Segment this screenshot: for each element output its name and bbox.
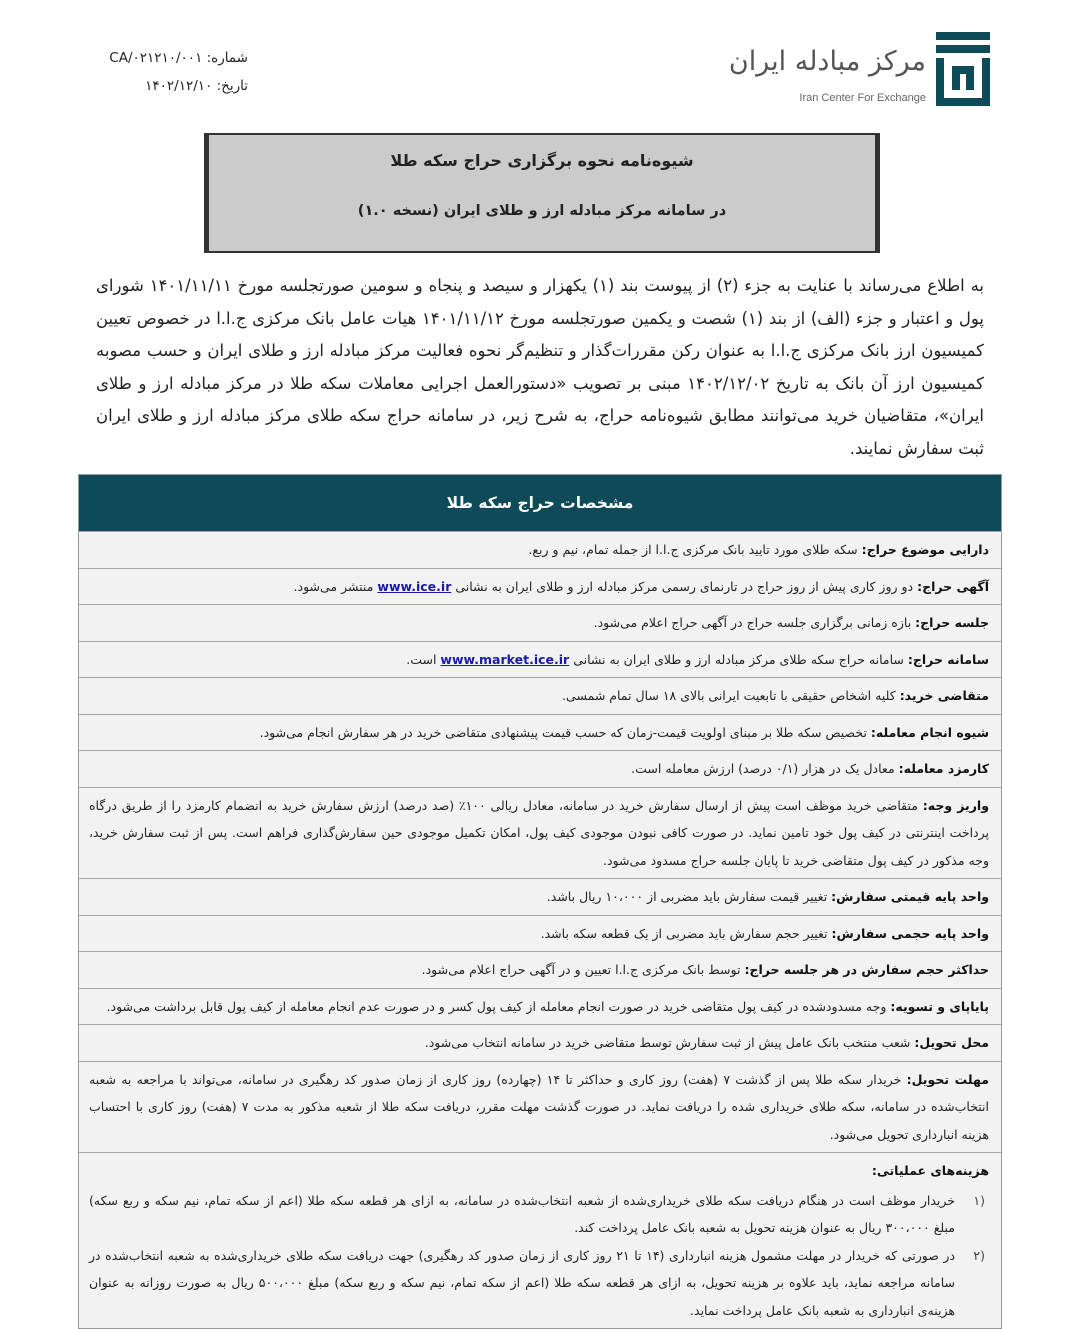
document-title-box: [204, 133, 880, 253]
row-text: متقاضی خرید موظف است پیش از ارسال سفارش خرید در سامانه، معادل ریالی ۱۰۰٪ (صد درصد) ارزش سفارش خرید به انضمام کارمزد را از طریق درگاه پرداخت اینترنتی در کیف پول خود تامین نماید. در صورت کافی نبودن موجودی کیف پول، امکان تکمیل موجودی حین سفارش‌گذاری فراهم است. پس از ثبت سفارش خرید، وجه مذکور در کیف پول متقاضی خرید تا پایان جلسه حراج مسدود می‌شود.: [89, 797, 989, 868]
row-label: متقاضی خرید:: [899, 688, 989, 703]
logo-english-name: Iran Center For Exchange: [799, 92, 926, 104]
row-text: خریدار سکه طلا پس از گذشت ۷ (هفت) روز کاری و حداکثر تا ۱۴ (چهارده) روز کاری از زمان صدور کد رهگیری در سامانه، می‌تواند با مراجعه به شعبه انتخاب‌شده در سامانه، سکه طلای خریداری شده را دریافت نماید. در صورت گذشت مهلت مقرر، دریافت سکه طلا از شعبه مذکور به مدت ۷ (هفت) روز کاری با احتساب هزینه انبارداری تحویل می‌شود.: [89, 1071, 989, 1142]
exchange-logo-icon: [936, 32, 990, 106]
item-text: در صورتی که خریدار در مهلت مشمول هزینه انبارداری (۱۴ تا ۲۱ روز کاری از زمان صدور کد رهگیری) جهت دریافت سکه طلای خریداری‌شده به شعبه انتخاب‌شده در سامانه مراجعه نماید، باید علاوه بر هزینه تحویل، به ازای هر قطعه سکه طلا (اعم از سکه تمام، نیم سکه و ربع سکه) مبلغ ۵۰۰،۰۰۰ ریال به صورت روزانه به عنوان هزینه‌ی انبارداری به شعبه بانک عامل پرداخت نماید.: [89, 1247, 956, 1318]
table-row: [79, 531, 1001, 568]
row-label: حداکثر حجم سفارش در هر جلسه حراج:: [744, 962, 989, 977]
table-row: [79, 677, 1001, 714]
costs-label: هزینه‌های عملیاتی:: [871, 1163, 989, 1178]
row-label: آگهی حراج:: [917, 578, 989, 594]
row-label: دارایی موضوع حراج:: [861, 542, 989, 557]
table-row: [79, 951, 1001, 988]
row-text: سکه طلای مورد تایید بانک مرکزی ج.ا.ا از جمله تمام، نیم و ربع.: [528, 542, 858, 557]
logo-persian-name: مرکز مبادله ایران: [728, 46, 926, 77]
table-row: [79, 568, 1001, 605]
row-text: معادل یک در هزار (۰/۱ درصد) ارزش معامله است.: [631, 761, 895, 776]
row-text: دو روز کاری پیش از روز حراج در تارنمای رسمی مرکز مبادله ارز و طلای ایران به نشانی: [455, 578, 914, 594]
row-text: توسط بانک مرکزی ج.ا.ا تعیین و در آگهی حراج اعلام می‌شود.: [421, 962, 741, 977]
list-item: [89, 1187, 989, 1242]
intro-paragraph: به اطلاع می‌رساند با عنایت به جزء (۲) از پیوست بند (۱) یکهزار و سیصد و پنجاه و سومین صورتجلسه مورخ ۱۴۰۱/۱۱/۱۱ شورای پول و اعتبار و جزء (الف) از بند (۱) شصت و یکمین صورتجلسه مورخ ۱۴۰۱/۱۱/۱۲ هیات عامل بانک مرکزی ج.ا.ا در خصوص تعیین کمیسیون ارز بانک مرکزی ج.ا.ا به عنوان رکن مقررات‌گذار و تنظیم‌گر نحوه فعالیت مرکز مبادله ارز و طلای ایران و حسب مصوبه کمیسیون ارز آن بانک به تاریخ ۱۴۰۲/۱۲/۰۲ مبنی بر تصویب «دستورالعمل اجرایی معاملات سکه طلا در مرکز مبادله ارز و طلای ایران»، متقاضیان خرید می‌توانند مطابق شیوه‌نامه حراج، به شرح زیر، در سامانه حراج سکه طلای مرکز مبادله ارز و طلای ایران ثبت سفارش نمایند.: [96, 276, 985, 458]
document-subtitle: در سامانه مرکز مبادله ارز و طلای ایران (نسخه ۱.۰): [357, 203, 727, 219]
item-number: (۱: [973, 1192, 985, 1208]
number-value: CA/۰۲۱۲۱۰/۰۰۱: [109, 50, 203, 66]
table-row: [79, 750, 1001, 787]
row-label: محل تحویل:: [914, 1035, 989, 1050]
table-row: [79, 787, 1001, 879]
ice-website-link[interactable]: www.ice.ir: [377, 578, 452, 594]
row-text-after: منتشر می‌شود.: [293, 578, 374, 594]
document-meta: [98, 44, 248, 100]
document-date: [98, 72, 248, 100]
row-text-after: است.: [406, 651, 437, 667]
row-label: مهلت تحویل:: [906, 1071, 990, 1087]
item-text: خریدار موظف است در هنگام دریافت سکه طلای خریداری‌شده از شعبه انتخاب‌شده در سامانه، به ازای هر قطعه سکه طلا (اعم از سکه تمام، نیم سکه و ربع سکه) مبلغ ۳۰۰،۰۰۰ ریال به عنوان هزینه تحویل به شعبه بانک عامل پرداخت کند.: [89, 1192, 955, 1235]
table-row-costs: [79, 1152, 1001, 1328]
table-row: [79, 1024, 1001, 1061]
date-label: تاریخ:: [216, 78, 248, 94]
row-text: تغییر حجم سفارش باید مضربی از یک قطعه سکه باشد.: [540, 925, 828, 941]
row-text: شعب منتخب بانک عامل پیش از ثبت سفارش توسط متقاضی خرید در سامانه انتخاب می‌شود.: [424, 1035, 911, 1050]
row-text: کلیه اشخاص حقیقی با تابعیت ایرانی بالای ۱۸ سال تمام شمسی.: [562, 688, 896, 703]
number-label: شماره:: [206, 50, 248, 66]
table-row: [79, 988, 1001, 1025]
row-label: واریز وجه:: [922, 797, 989, 813]
row-text: تخصیص سکه طلا بر مبنای اولویت قیمت-زمان که حسب قیمت پیشنهادی متقاضی خرید در هر سفارش انجام می‌شود.: [259, 724, 867, 740]
document-title: شیوه‌نامه نحوه برگزاری حراج سکه طلا: [390, 151, 694, 170]
row-label: پایاپای و تسویه:: [890, 998, 989, 1014]
row-text: تغییر قیمت سفارش باید مضربی از ۱۰،۰۰۰ ریال باشد.: [546, 889, 828, 904]
auction-spec-table: [78, 474, 1002, 1329]
costs-list: [89, 1187, 989, 1325]
market-website-link[interactable]: www.market.ice.ir: [440, 651, 570, 667]
list-item: [89, 1242, 989, 1325]
table-row: [79, 714, 1001, 751]
row-label: کارمزد معامله:: [898, 761, 989, 776]
date-value: ۱۴۰۲/۱۲/۱۰: [145, 78, 213, 94]
row-text: بازه زمانی برگزاری جلسه حراج در آگهی حراج اعلام می‌شود.: [593, 615, 912, 630]
row-label: شیوه انجام معامله:: [870, 724, 989, 740]
row-label: واحد پایه حجمی سفارش:: [831, 925, 989, 941]
row-label: سامانه حراج:: [907, 651, 989, 667]
table-row: [79, 641, 1001, 678]
row-label: واحد پایه قیمتی سفارش:: [831, 889, 989, 904]
table-row: [79, 878, 1001, 915]
table-row: [79, 1061, 1001, 1153]
document-number: [98, 44, 248, 72]
table-heading: مشخصات حراج سکه طلا: [79, 475, 1001, 531]
row-text: سامانه حراج سکه طلای مرکز مبادله ارز و طلای ایران به نشانی: [573, 651, 904, 667]
table-row: [79, 915, 1001, 952]
row-label: جلسه حراج:: [915, 615, 989, 630]
item-number: (۲: [973, 1247, 985, 1263]
row-text: وجه مسدودشده در کیف پول متقاضی خرید در صورت انجام معامله از کیف پول کسر و در صورت عدم انجام معامله از کیف پول قابل برداشت می‌شود.: [106, 998, 887, 1014]
table-row: [79, 604, 1001, 641]
organization-logo: [728, 32, 990, 110]
